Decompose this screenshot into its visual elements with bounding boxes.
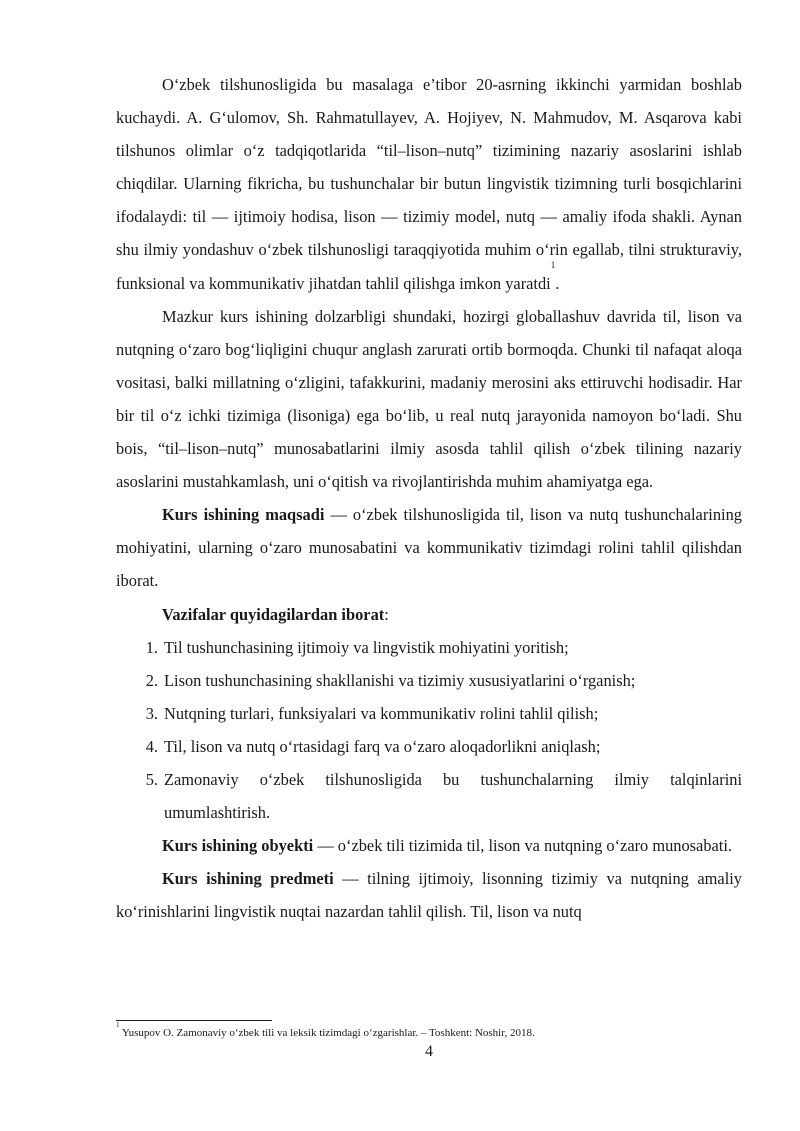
list-item-text: Zamonaviy o‘zbek tilshunosligida bu tushunchalarning ilmiy talqinlarini umumlashtirish. [164, 769, 742, 823]
list-item-number: 1. [145, 637, 158, 657]
goal-label: Kurs ishining maqsadi [162, 505, 325, 525]
footnote-text: Yusupov O. Zamonaviy o‘zbek tili va leksik tizimdagi o‘zgarishlar. – Toshkent: Noshir, 2018. [119, 1027, 535, 1039]
tasks-label: Vazifalar quyidagilardan iborat [162, 604, 385, 624]
list-item [116, 664, 742, 697]
object-label: Kurs ishining obyekti [162, 836, 314, 856]
paragraph-subject [116, 862, 742, 928]
paragraph-intro-text: O‘zbek tilshunosligida bu masalaga e’tibor 20-asrning ikkinchi yarmidan boshlab kuchaydi. A. G‘ulomov, Sh. Rahmatullayev, A. Hojiyev, N. Mahmudov, M. Asqarova kabi tilshunos olimlar o‘z tadqiqotlarida “til–lison–nutq” tizimining nazariy asoslarini ishlab chiqdilar. Ularning fikricha, bu tushunchalar bir butun lingvistik tizimning turli bosqichlarini ifodalaydi: til — ijtimoiy hodisa, lison — tizimiy model, nutq — amaliy ifoda shakli. Aynan shu ilmiy yondashuv o‘zbek tilshunosligi taraqqiyotida muhim o‘rin egallab, tilni strukturaviy, funksional va kommunikativ jihatdan tahlil qilishga imkon yaratdi [116, 75, 742, 293]
paragraph-object [116, 829, 742, 862]
list-item-text: Til, lison va nutq o‘rtasidagi farq va o‘zaro aloqadorlikni aniqlash; [164, 736, 601, 756]
footnote-reference[interactable]: 1 [550, 259, 556, 270]
tasks-heading [116, 598, 742, 631]
subject-text: — tilning ijtimoiy, lisonning tizimiy va nutqning amaliy ko‘rinishlarini lingvistik nuqtai nazardan tahlil qilish. Til, lison va nutq [116, 869, 742, 922]
list-item [116, 631, 742, 664]
body-text [116, 68, 742, 928]
list-item-text: Lison tushunchasining shakllanishi va tizimiy xususiyatlarini o‘rganish; [164, 670, 636, 690]
page-number: 4 [425, 1043, 433, 1060]
object-text: — o‘zbek tili tizimida til, lison va nutqning o‘zaro munosabati. [313, 836, 733, 856]
footnote-separator [116, 1020, 272, 1021]
paragraph-relevance: Mazkur kurs ishining dolzarbligi shundaki, hozirgi globallashuv davrida til, lison va nutqning o‘zaro bog‘liqligini chuqur anglash zarurati ortib bormoqda. Chunki til nafaqat aloqa vositasi, balki millatning o‘zligini, tafakkurini, madaniy merosini aks ettiruvchi hodisadir. Har bir til o‘z ichki tizimiga (lisoniga) ega bo‘lib, u real nutq jarayonida namoyon bo‘ladi. Shu bois, “til–lison–nutq” munosabatlarini ilmiy asosda tahlil qilish o‘zbek tilining nazariy asoslarini mustahkamlash, uni o‘qitish va rivojlantirishda muhim ahamiyatga ega. [116, 306, 742, 492]
list-item-text: Til tushunchasining ijtimoiy va lingvistik mohiyatini yoritish; [164, 637, 569, 657]
list-item [116, 730, 742, 763]
footnote [116, 1021, 742, 1040]
tasks-list [116, 631, 742, 830]
list-item-number: 2. [145, 670, 158, 690]
list-item [116, 697, 742, 730]
footnote-mark: 1 [116, 1021, 120, 1029]
list-item-number: 5. [145, 769, 158, 789]
paragraph-goal [116, 498, 742, 597]
list-item-text: Nutqning turlari, funksiyalari va kommunikativ rolini tahlil qilish; [164, 703, 599, 723]
subject-label: Kurs ishining predmeti [162, 869, 334, 889]
list-item [116, 763, 742, 829]
goal-text: — o‘zbek tilshunosligida til, lison va nutq tushunchalarining mohiyatini, ularning o‘zaro munosabatini va kommunikativ tizimdagi rolini tahlil qilishdan iborat. [116, 505, 742, 591]
paragraph-intro-end: . [555, 273, 560, 293]
list-item-number: 3. [145, 703, 158, 723]
paragraph-intro [116, 68, 742, 300]
tasks-colon: : [384, 604, 389, 624]
list-item-number: 4. [145, 736, 158, 756]
